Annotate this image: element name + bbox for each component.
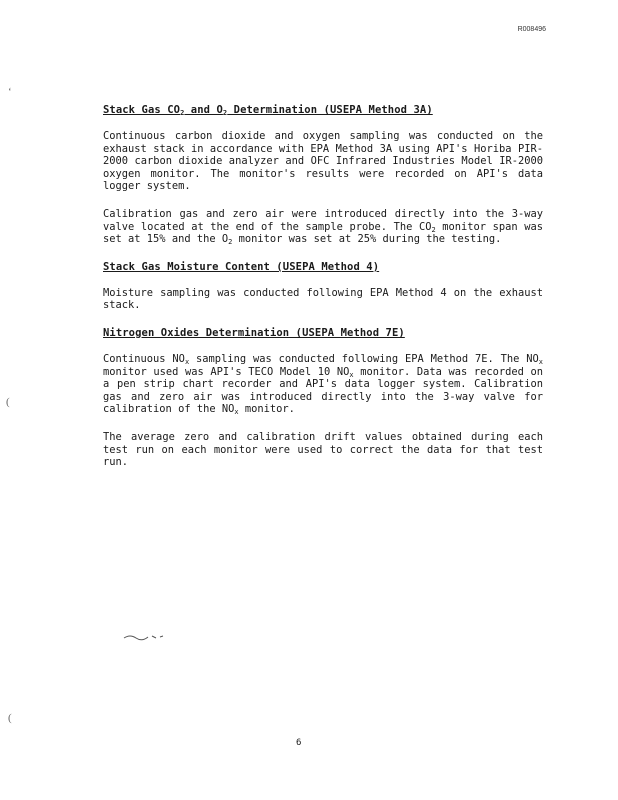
paragraph [103,353,543,416]
text-run: Determination (USEPA Method 3A) [227,104,433,116]
text-run: Moisture sampling was conducted following EPA Method 4 on the exhaust stack. [103,286,543,312]
margin-mark: ( [8,712,12,724]
text-run: Nitrogen Oxides Determination (USEPA Method 7E) [103,326,405,339]
paragraph [103,208,543,246]
document-id: R008496 [517,26,546,33]
text-run: monitor was set at 25% during the testing. [232,233,502,246]
subscript: 2 [180,109,185,117]
text-run: monitor. [238,403,295,416]
margin-mark: ( [6,396,10,408]
page-number: 6 [296,738,302,748]
text-run: Stack Gas CO [103,104,181,116]
paragraph [103,431,543,469]
text-run: Stack Gas Moisture Content (USEPA Method 4) [103,260,380,273]
subscript: 2 [431,225,436,234]
subscript: 2 [228,238,233,247]
section-heading [103,327,543,339]
text-run: Continuous NO [103,352,185,365]
document-body [103,104,543,484]
section-heading [103,261,543,273]
subscript: 2 [222,109,228,117]
text-run: Calibration gas and zero air were introduced directly into the 3-way valve located at the end of the sample probe. The CO [103,207,543,233]
text-run: monitor used was API's TECO Model 10 NO [103,365,350,378]
paragraph [103,130,543,193]
text-run: monitor. Data was recorded on a pen strip chart recorder and API's data logger system. Calibration gas and zero air was introduced directly into the 3-way valve for calibration of the NO [103,365,543,416]
text-run: The average zero and calibration drift values obtained during each test run on each monitor were used to correct the data for that test run. [103,430,543,469]
subscript: x [234,408,239,417]
text-run: and O [184,104,223,116]
text-run: sampling was conducted following EPA Method 7E. The NO [189,352,539,365]
text-run: Continuous carbon dioxide and oxygen sampling was conducted on the exhaust stack in accordance with EPA Method 3A using API's Horiba PIR-2000 carbon dioxide analyzer and OFC Infrared Industries Model IR-2000 oxygen monitor. The monitor's results were recorded on API's data logger system. [103,130,543,193]
subscript: x [538,357,543,366]
scan-artifact [122,632,166,642]
subscript: x [349,370,354,379]
section-heading [103,104,543,116]
subscript: x [184,357,190,366]
text-run: monitor span was set at 15% and the O [103,220,544,246]
margin-mark: ‘ [8,86,12,98]
paragraph [103,287,543,312]
